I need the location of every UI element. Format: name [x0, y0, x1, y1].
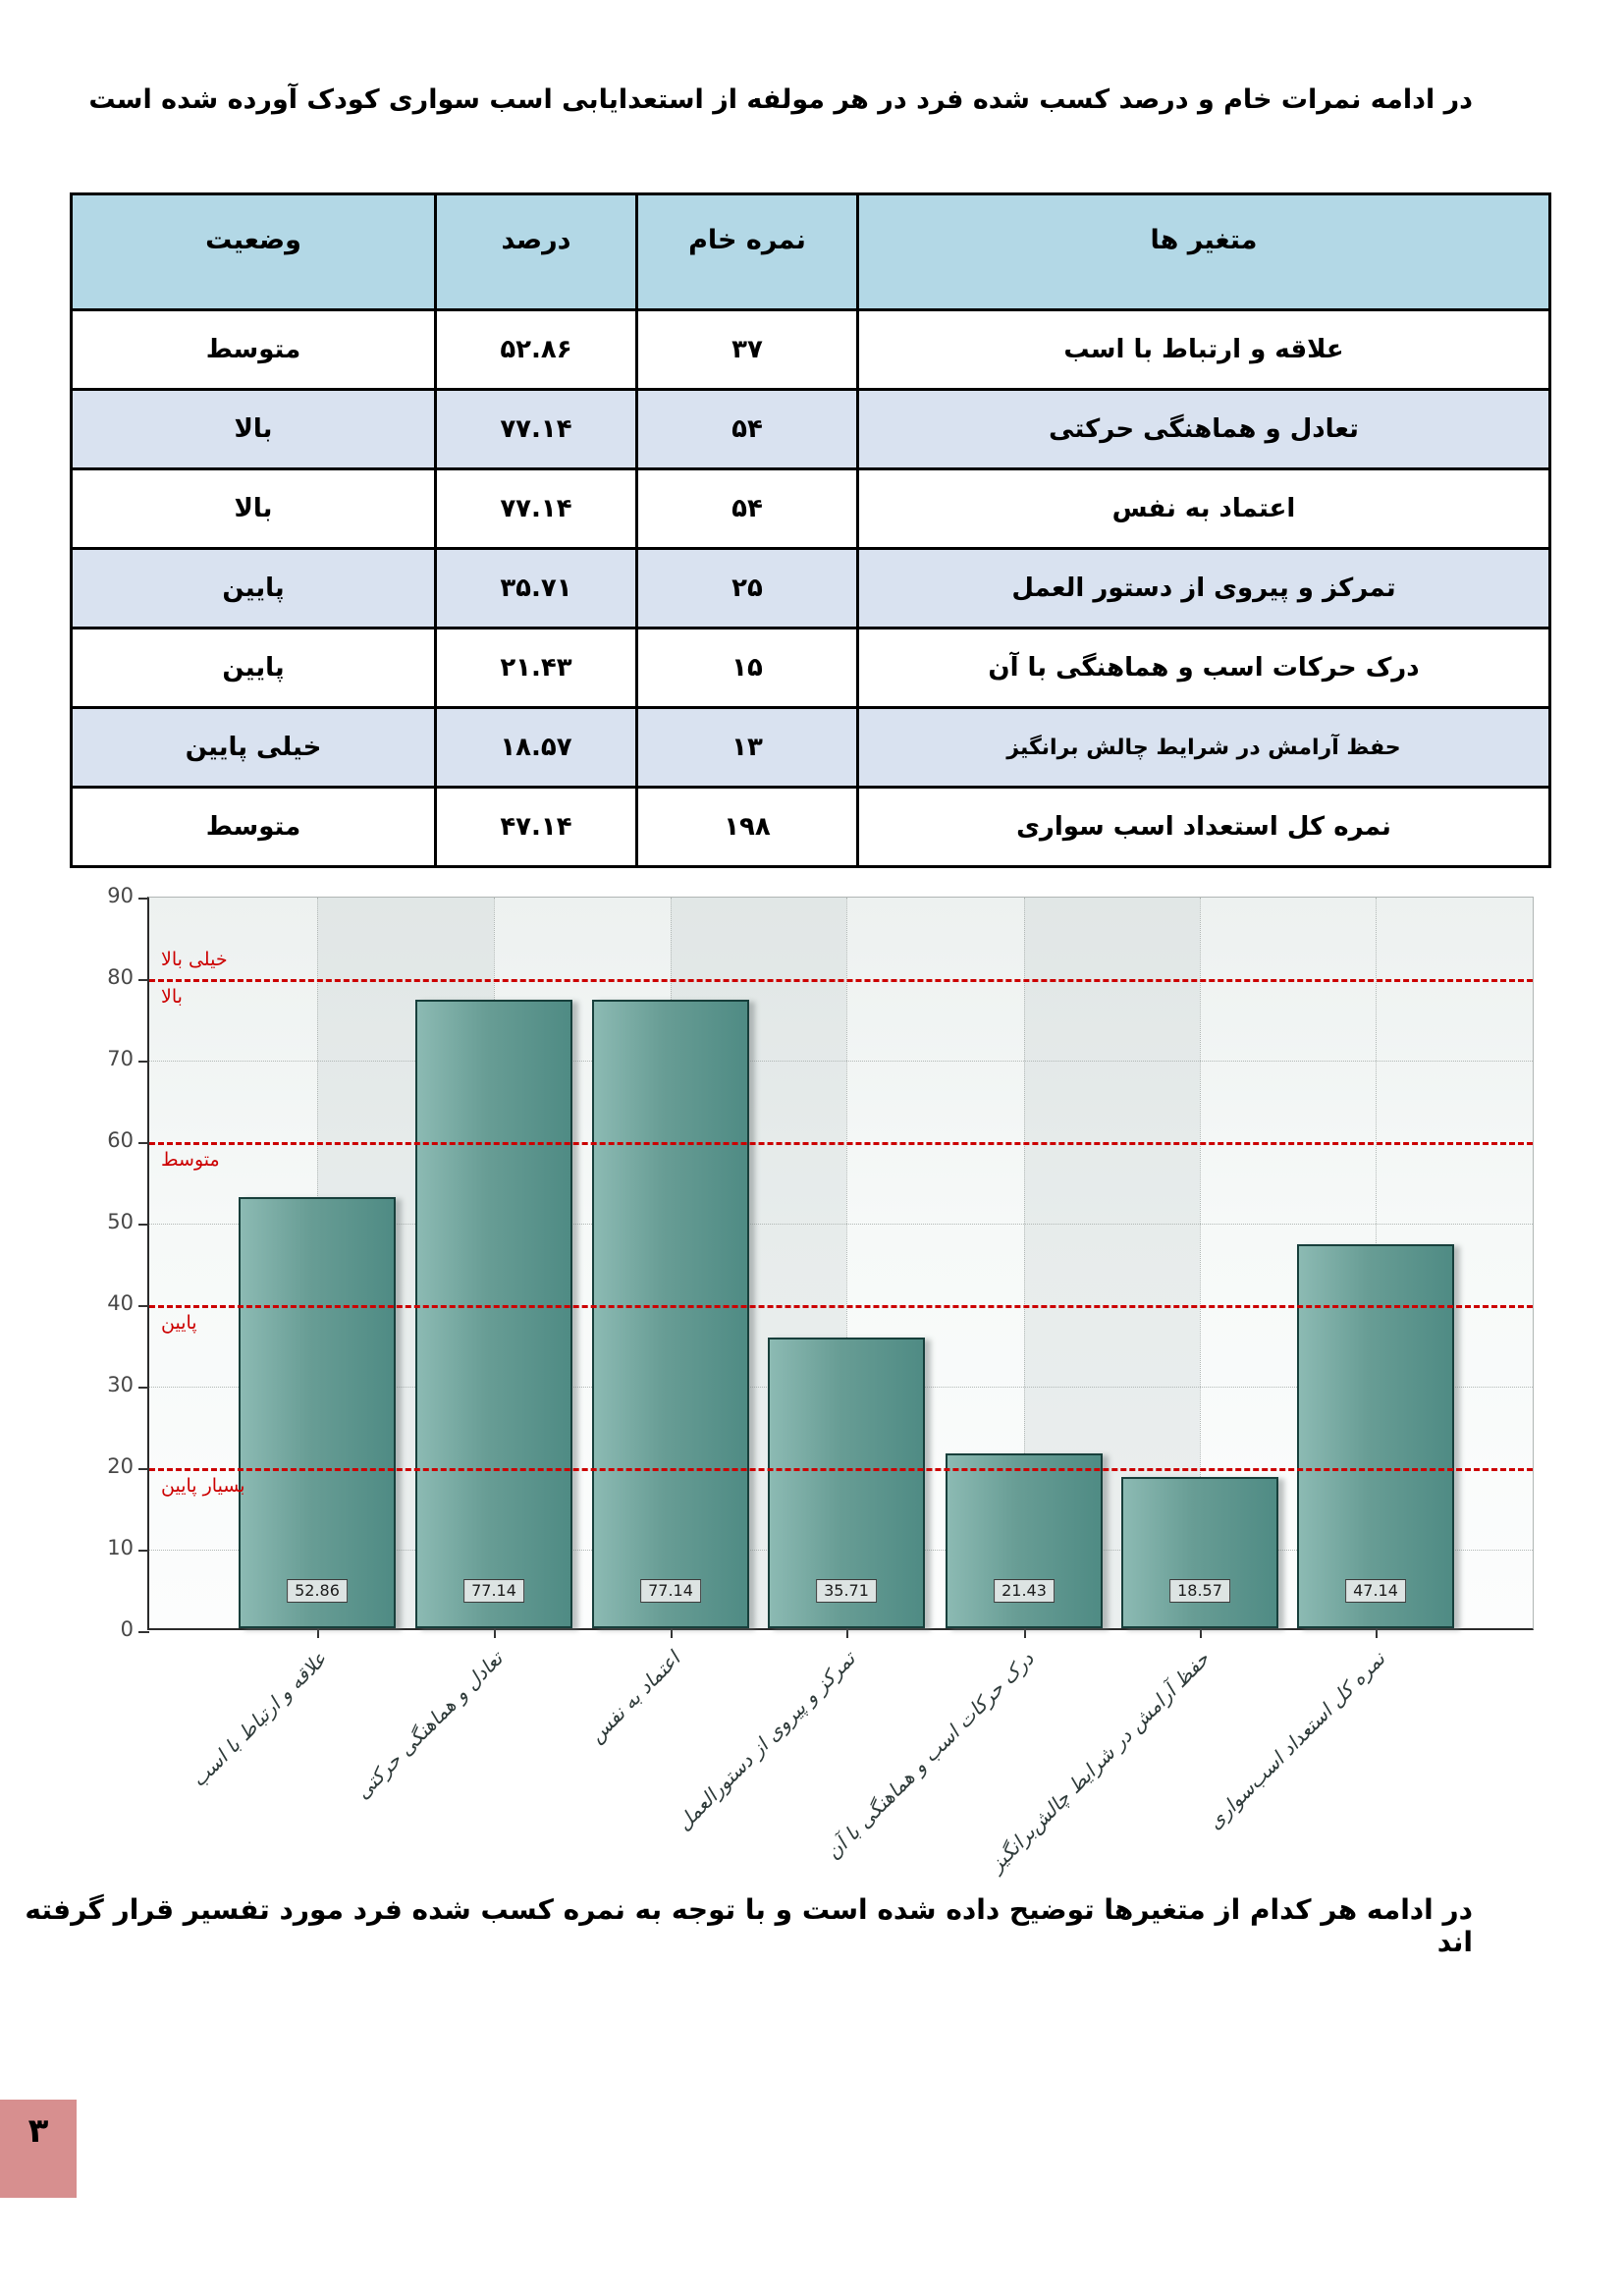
x-axis-tick: [494, 1628, 496, 1638]
reference-line: [149, 979, 1533, 982]
y-axis-label: 40: [107, 1291, 134, 1315]
y-axis-tick: [138, 1550, 149, 1552]
y-axis-label: 20: [107, 1454, 134, 1478]
x-axis-label: علاقه و ارتباط با اسب: [186, 1647, 331, 1792]
x-axis-tick: [1376, 1628, 1378, 1638]
cell-raw-score: ۱۳: [637, 708, 858, 788]
chart-plot-area: [107, 884, 1534, 1877]
y-axis-tick: [138, 1061, 149, 1063]
cell-variable: حفظ آرامش در شرایط چالش برانگیز: [858, 708, 1550, 788]
x-axis-label: تعادل و هماهنگی حرکتی: [351, 1647, 508, 1804]
cell-percent: ۱۸.۵۷: [436, 708, 637, 788]
cell-status: پایین: [72, 549, 436, 629]
y-axis-label: 50: [107, 1210, 134, 1233]
bar: [239, 1197, 396, 1628]
reference-line: [149, 1305, 1533, 1308]
y-axis-tick: [138, 898, 149, 900]
y-axis-label: 60: [107, 1128, 134, 1152]
table-row: [72, 788, 1550, 867]
talent-bar-chart: [88, 884, 1542, 1877]
header-percent: درصد: [436, 194, 637, 310]
cell-raw-score: ۲۵: [637, 549, 858, 629]
cell-variable: تمرکز و پیروی از دستور العمل: [858, 549, 1550, 629]
x-axis-label: نمره کل استعداد اسب‌سواری: [1202, 1647, 1389, 1834]
bar: [415, 1000, 572, 1628]
cell-status: بالا: [72, 469, 436, 549]
page-title: در ادامه نمرات خام و درصد کسب شده فرد در هر مولفه از استعدایابی اسب سواری کودک آورده شده است: [88, 84, 1473, 115]
reference-label: متوسط: [161, 1149, 220, 1171]
x-axis-tick: [846, 1628, 848, 1638]
bar-value-label: 77.14: [640, 1579, 701, 1603]
reference-label: خیلی بالا: [161, 949, 228, 970]
y-axis-label: 90: [107, 884, 134, 907]
y-axis-tick: [138, 1468, 149, 1470]
footer-note: در ادامه هر کدام از متغیرها توضیح داده شده است و با توجه به نمره کسب شده فرد مورد تفسیر قرار گرفته اند: [25, 1893, 1473, 1958]
y-axis-label: 0: [120, 1617, 134, 1641]
x-axis-label: اعتماد به نفس: [583, 1647, 684, 1748]
x-axis-tick: [317, 1628, 319, 1638]
table-row: [72, 708, 1550, 788]
gridline-y: [149, 1061, 1533, 1062]
cell-percent: ۷۷.۱۴: [436, 390, 637, 469]
cell-raw-score: ۳۷: [637, 310, 858, 390]
cell-variable: نمره کل استعداد اسب سواری: [858, 788, 1550, 867]
reference-label: پایین: [161, 1312, 197, 1334]
y-axis-tick: [138, 1142, 149, 1144]
x-axis-tick: [1024, 1628, 1026, 1638]
cell-status: متوسط: [72, 788, 436, 867]
cell-status: خیلی پایین: [72, 708, 436, 788]
x-axis-label: حفظ آرامش در شرایط چالش‌برانگیز: [984, 1647, 1214, 1877]
reference-line: [149, 1468, 1533, 1471]
x-axis-tick: [671, 1628, 673, 1638]
table-row: [72, 310, 1550, 390]
cell-percent: ۵۲.۸۶: [436, 310, 637, 390]
cell-raw-score: ۱۹۸: [637, 788, 858, 867]
reference-label: بالا: [161, 986, 183, 1008]
cell-variable: تعادل و هماهنگی حرکتی: [858, 390, 1550, 469]
reference-line: [149, 1142, 1533, 1145]
x-axis-label: تمرکز و پیروی از دستورالعمل: [672, 1647, 860, 1835]
x-axis-label: درک حرکات اسب و هماهنگی با آن: [821, 1647, 1038, 1864]
y-axis-tick: [138, 979, 149, 981]
table-row: [72, 469, 1550, 549]
x-axis-tick: [1200, 1628, 1202, 1638]
table-header-row: [72, 194, 1550, 310]
y-axis-label: 70: [107, 1047, 134, 1070]
bar: [592, 1000, 749, 1628]
page-number: ۳: [27, 2111, 49, 2151]
bar: [1121, 1477, 1278, 1628]
cell-status: متوسط: [72, 310, 436, 390]
y-axis-label: 10: [107, 1536, 134, 1559]
bar-value-label: 52.86: [287, 1579, 348, 1603]
cell-variable: علاقه و ارتباط با اسب: [858, 310, 1550, 390]
bar-value-label: 47.14: [1345, 1579, 1406, 1603]
cell-percent: ۴۷.۱۴: [436, 788, 637, 867]
y-axis-tick: [138, 1631, 149, 1633]
header-raw-score: نمره خام: [637, 194, 858, 310]
bar: [1297, 1244, 1454, 1628]
cell-percent: ۷۷.۱۴: [436, 469, 637, 549]
bar-value-label: 77.14: [463, 1579, 524, 1603]
scores-table: [70, 192, 1551, 868]
cell-raw-score: ۵۴: [637, 390, 858, 469]
cell-percent: ۲۱.۴۳: [436, 629, 637, 708]
bar-value-label: 21.43: [994, 1579, 1055, 1603]
header-variables: متغیر ها: [858, 194, 1550, 310]
page-number-badge: [0, 2100, 77, 2198]
cell-status: پایین: [72, 629, 436, 708]
bar-value-label: 35.71: [816, 1579, 877, 1603]
y-axis-label: 80: [107, 965, 134, 989]
cell-variable: درک حرکات اسب و هماهنگی با آن: [858, 629, 1550, 708]
cell-status: بالا: [72, 390, 436, 469]
cell-percent: ۳۵.۷۱: [436, 549, 637, 629]
cell-variable: اعتماد به نفس: [858, 469, 1550, 549]
reference-label: بسیار پایین: [161, 1475, 245, 1497]
y-axis-tick: [138, 1305, 149, 1307]
y-axis-label: 30: [107, 1373, 134, 1396]
table-row: [72, 549, 1550, 629]
table-row: [72, 390, 1550, 469]
bar-value-label: 18.57: [1169, 1579, 1230, 1603]
y-axis-tick: [138, 1224, 149, 1226]
table-row: [72, 629, 1550, 708]
cell-raw-score: ۱۵: [637, 629, 858, 708]
header-status: وضعیت: [72, 194, 436, 310]
y-axis-tick: [138, 1387, 149, 1389]
cell-raw-score: ۵۴: [637, 469, 858, 549]
